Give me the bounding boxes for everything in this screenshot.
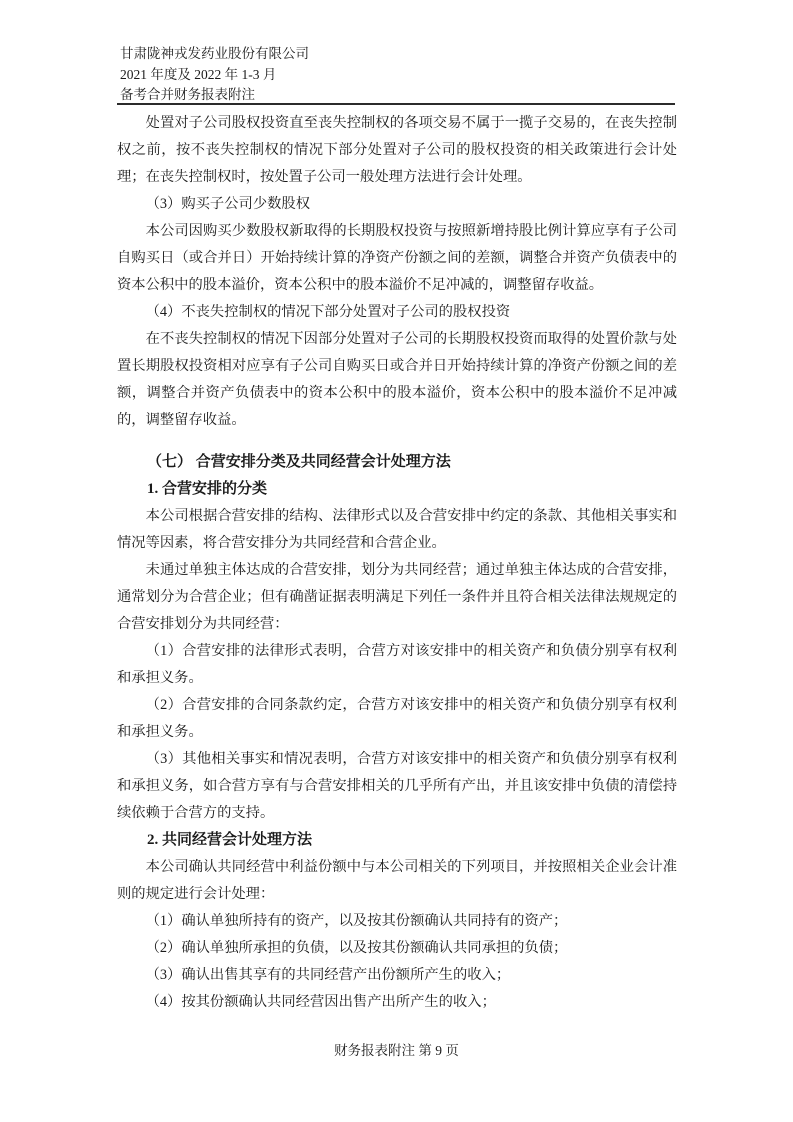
document-body [117,110,677,1016]
document-title: 备考合并财务报表附注 [120,87,255,102]
body-paragraph: 本公司根据合营安排的结构、法律形式以及合营安排中约定的条款、其他相关事实和情况等因素，将合营安排分为共同经营和合营企业。 [117,508,677,551]
footer-page-label: 财务报表附注 第 9 页 [334,1043,459,1058]
body-paragraph: 本公司因购买少数股权新取得的长期股权投资与按照新增持股比例计算应享有子公司自购买日（或合并日）开始持续计算的净资产份额之间的差额，调整合并资产负债表中的资本公积中的股本溢价，资本公积中的股本溢价不足冲减的，调整留存收益。 [117,223,677,293]
list-item: （3）购买子公司少数股权 [145,196,311,212]
header-divider [117,103,675,105]
section-heading: （七） 合营安排分类及共同经营会计处理方法 [147,454,451,470]
body-paragraph: （2）合营安排的合同条款约定，合营方对该安排中的相关资产和负债分别享有权利和承担义务。 [117,697,677,740]
company-name: 甘肃陇神戎发药业股份有限公司 [120,46,309,61]
report-header [120,44,309,106]
body-paragraph: 在不丧失控制权的情况下因部分处置对子公司的长期股权投资而取得的处置价款与处置长期股权投资相对应享有子公司自购买日或合并日开始持续计算的净资产份额之间的差额，调整合并资产负债表中的资本公积中的股本溢价，资本公积中的股本溢价不足冲减的，调整留存收益。 [117,331,677,428]
body-paragraph: 处置对子公司股权投资直至丧失控制权的各项交易不属于一揽子交易的，在丧失控制权之前，按不丧失控制权的情况下部分处置对子公司的股权投资的相关政策进行会计处理；在丧失控制权时，按处置子公司一般处理方法进行会计处理。 [117,115,677,185]
body-paragraph: 未通过单独主体达成的合营安排，划分为共同经营；通过单独主体达成的合营安排，通常划分为合营企业；但有确凿证据表明满足下列任一条件并且符合相关法律法规规定的合营安排划分为共同经营： [117,562,677,632]
report-period: 2021 年度及 2022 年 1-3 月 [120,66,277,82]
list-item: （2）确认单独所承担的负债，以及按其份额确认共同承担的负债； [145,940,568,956]
list-item: （4）按其份额确认共同经营因出售产出所产生的收入； [145,994,496,1010]
body-paragraph: （1）合营安排的法律形式表明，合营方对该安排中的相关资产和负债分别享有权利和承担义务。 [117,643,677,686]
body-paragraph: （3）其他相关事实和情况表明，合营方对该安排中的相关资产和负债分别享有权利和承担义务，如合营方享有与合营安排相关的几乎所有产出，并且该安排中负债的清偿持续依赖于合营方的支持。 [117,751,677,821]
page-footer [0,1039,793,1059]
sub-heading: 1. 合营安排的分类 [147,481,268,497]
list-item: （3）确认出售其享有的共同经营产出份额所产生的收入； [145,967,511,983]
list-item: （4）不丧失控制权的情况下部分处置对子公司的股权投资 [145,304,511,320]
sub-heading: 2. 共同经营会计处理方法 [147,832,313,848]
list-item: （1）确认单独所持有的资产，以及按其份额确认共同持有的资产； [145,913,568,929]
body-paragraph: 本公司确认共同经营中利益份额中与本公司相关的下列项目，并按照相关企业会计准则的规定进行会计处理： [117,859,677,902]
